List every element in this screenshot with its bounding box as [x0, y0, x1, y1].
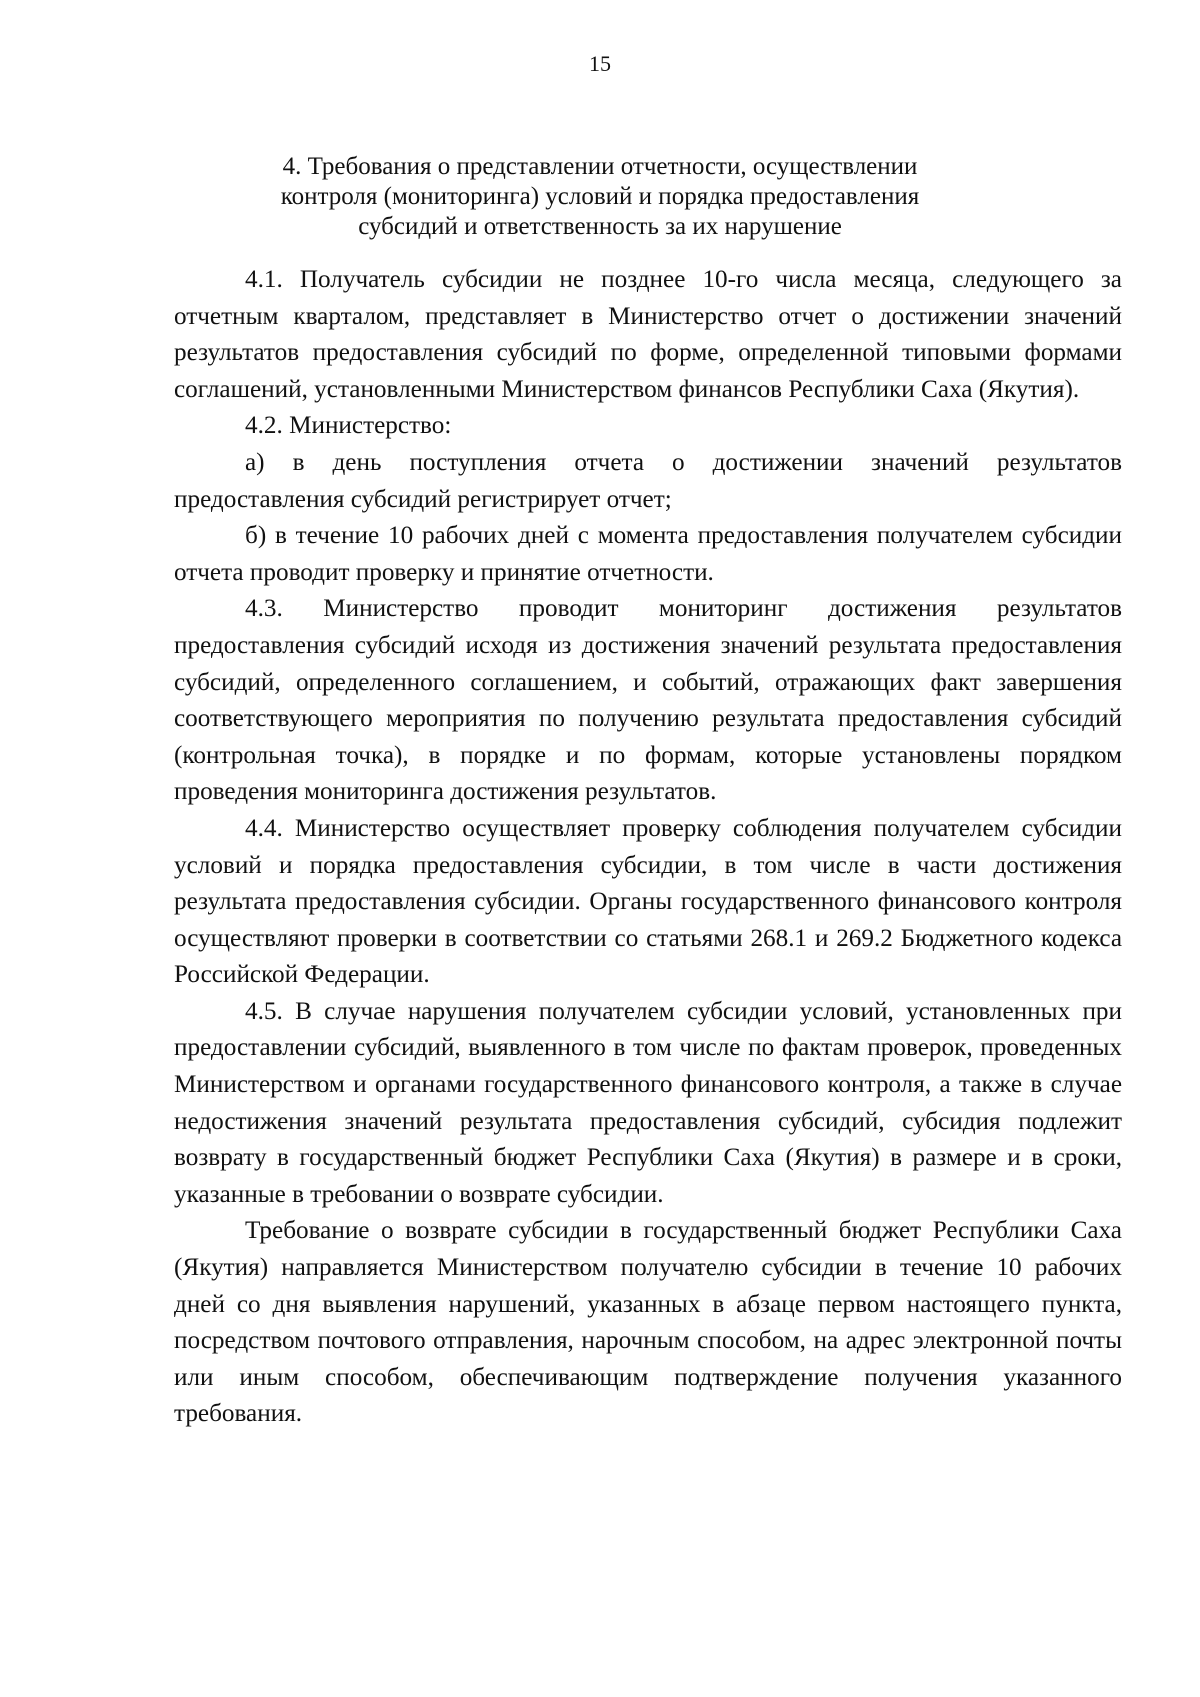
page-number: 15: [589, 51, 611, 76]
paragraph-4-4: 4.4. Министерство осуществляет проверку соблюдения получателем субсидии условий и порядка предоставления субсидии, в том числе в части достижения результата предоставления субсидии. Органы государственного финансового контроля осуществляют проверки в соответствии со статьями 268.1 и 269.2 Бюджетного кодекса Российской Федерации.: [174, 814, 1122, 989]
paragraph-4-2-a: а) в день поступления отчета о достижении значений результатов предоставления субсидий регистрирует отчет;: [174, 448, 1122, 513]
section-heading-line: субсидий и ответственность за их нарушение: [358, 213, 842, 240]
paragraph-4-2-b: б) в течение 10 рабочих дней с момента предоставления получателем субсидии отчета проводит проверку и принятие отчетности.: [174, 522, 1122, 586]
paragraph-4-1: 4.1. Получатель субсидии не позднее 10-го числа месяца, следующего за отчетным кварталом, представляет в Министерство отчет о достижении значений результатов предоставления субсидий по форме, определенной типовыми формами соглашений, установленными Министерством финансов Республики Саха (Якутия).: [174, 266, 1122, 403]
document-body: [174, 262, 1122, 1433]
section-heading-line: 4. Требования о представлении отчетности, осуществлении: [282, 153, 918, 180]
paragraph-4-5: 4.5. В случае нарушения получателем субсидии условий, установленных при предоставлении субсидий, выявленного в том числе по фактам проверок, проведенных Министерством и органами государственного финансового контроля, а также в случае недостижения значений результата предоставления субсидий, субсидия подлежит возврату в государственный бюджет Республики Саха (Якутия) в размере и в сроки, указанные в требовании о возврате субсидии.: [174, 997, 1122, 1208]
paragraph-4-5-return-request: Требование о возврате субсидии в государственный бюджет Республики Саха (Якутия) направляется Министерством получателю субсидии в течение 10 рабочих дней со дня выявления нарушений, указанных в абзаце первом настоящего пункта, посредством почтового отправления, нарочным способом, на адрес электронной почты или иным способом, обеспечивающим подтверждение получения указанного требования.: [174, 1217, 1122, 1428]
paragraph-4-3: 4.3. Министерство проводит мониторинг достижения результатов предоставления субсидий исходя из достижения значений результата предоставления субсидий, определенного соглашением, и событий, отражающих факт завершения соответствующего мероприятия по получению результата предоставления субсидий (контрольная точка), в порядке и по формам, которые установлены порядком проведения мониторинга достижения результатов.: [174, 595, 1122, 806]
paragraph-4-2: 4.2. Министерство:: [245, 412, 452, 440]
section-heading: [160, 152, 1040, 242]
section-heading-line: контроля (мониторинга) условий и порядка предоставления: [280, 183, 920, 210]
